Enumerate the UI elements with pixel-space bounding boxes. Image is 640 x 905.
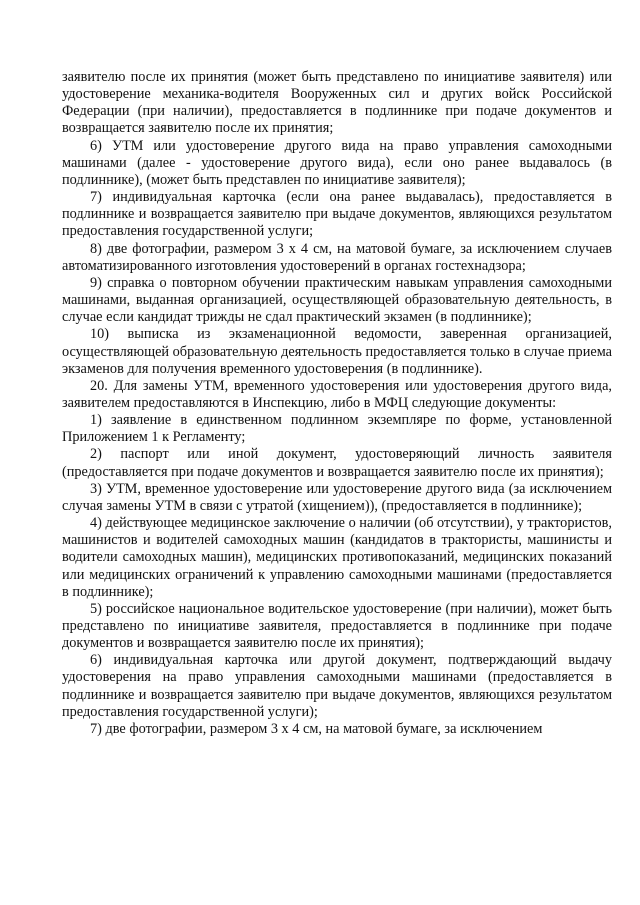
paragraph-item-8-photos: 8) две фотографии, размером 3 х 4 см, на матовой бумаге, за исключением случаев автоматизированного изготовления удостоверений в органах гостехнадзора; bbox=[62, 240, 612, 274]
paragraph-item-7-card: 7) индивидуальная карточка (если она ранее выдавалась), предоставляется в подлиннике и возвращается заявителю при выдаче документов, являющихся результатом предоставления государственной услуги; bbox=[62, 189, 612, 240]
paragraph-item-4-medical: 4) действующее медицинское заключение о наличии (об отсутствии), у трактористов, машинистов и водителей самоходных машин (кандидатов в трактористы, машинисты и водители самоходных машин), медицинских противопоказаний, медицинских показаний или медицинских ограничений к управлению самоходными машинами (предоставляется в подлиннике); bbox=[62, 515, 612, 600]
paragraph-section-20: 20. Для замены УТМ, временного удостоверения или удостоверения другого вида, заявителем предоставляются в Инспекцию, либо в МФЦ следующие документы: bbox=[62, 377, 612, 411]
paragraph-item-6-utm: 6) УТМ или удостоверение другого вида на право управления самоходными машинами (далее - удостоверение другого вида), если оно ранее выдавалось (в подлиннике), (может быть представлен по инициативе заявителя); bbox=[62, 137, 612, 188]
paragraph-item-7-photos: 7) две фотографии, размером 3 х 4 см, на матовой бумаге, за исключением bbox=[90, 720, 543, 737]
paragraph-continuation: заявителю после их принятия (может быть представлено по инициативе заявителя) или удостоверение механика-водителя Вооруженных сил и других войск Российской Федерации (при наличии), предоставляется в подлиннике при подаче документов и возвращается заявителю после их принятия; bbox=[62, 69, 612, 137]
paragraph-item-1-application: 1) заявление в единственном подлинном экземпляре по форме, установленной Приложением 1 к Регламенту; bbox=[62, 412, 612, 446]
paragraph-item-2-passport: 2) паспорт или иной документ, удостоверяющий личность заявителя (предоставляется при подаче документов и возвращается заявителю после их принятия); bbox=[62, 446, 612, 480]
paragraph-item-3-utm: 3) УТМ, временное удостоверение или удостоверение другого вида (за исключением случая замены УТМ в связи с утратой (хищением)), (предоставляется в подлиннике); bbox=[62, 480, 612, 514]
document-page bbox=[62, 69, 612, 738]
paragraph-item-6-card: 6) индивидуальная карточка или другой документ, подтверждающий выдачу удостоверения на право управления самоходными машинами (предоставляется в подлиннике и возвращается заявителю при выдаче документов, являющихся результатом предоставления государственной услуги); bbox=[62, 652, 612, 720]
paragraph-item-9-certificate: 9) справка о повторном обучении практическим навыкам управления самоходными машинами, выданная организацией, осуществляющей образовательную деятельность, в случае если кандидат трижды не сдал практический экзамен (в подлиннике); bbox=[62, 274, 612, 326]
paragraph-item-10-extract: 10) выписка из экзаменационной ведомости, заверенная организацией, осуществляющей образовательную деятельность предоставляется только в случае приема экзаменов для получения временного удостоверения (в подлиннике). bbox=[62, 326, 612, 377]
paragraph-item-5-license: 5) российское национальное водительское удостоверение (при наличии), может быть представлено по инициативе заявителя, предоставляется в подлиннике при подаче документов и возвращается заявителю после их принятия); bbox=[62, 600, 612, 652]
